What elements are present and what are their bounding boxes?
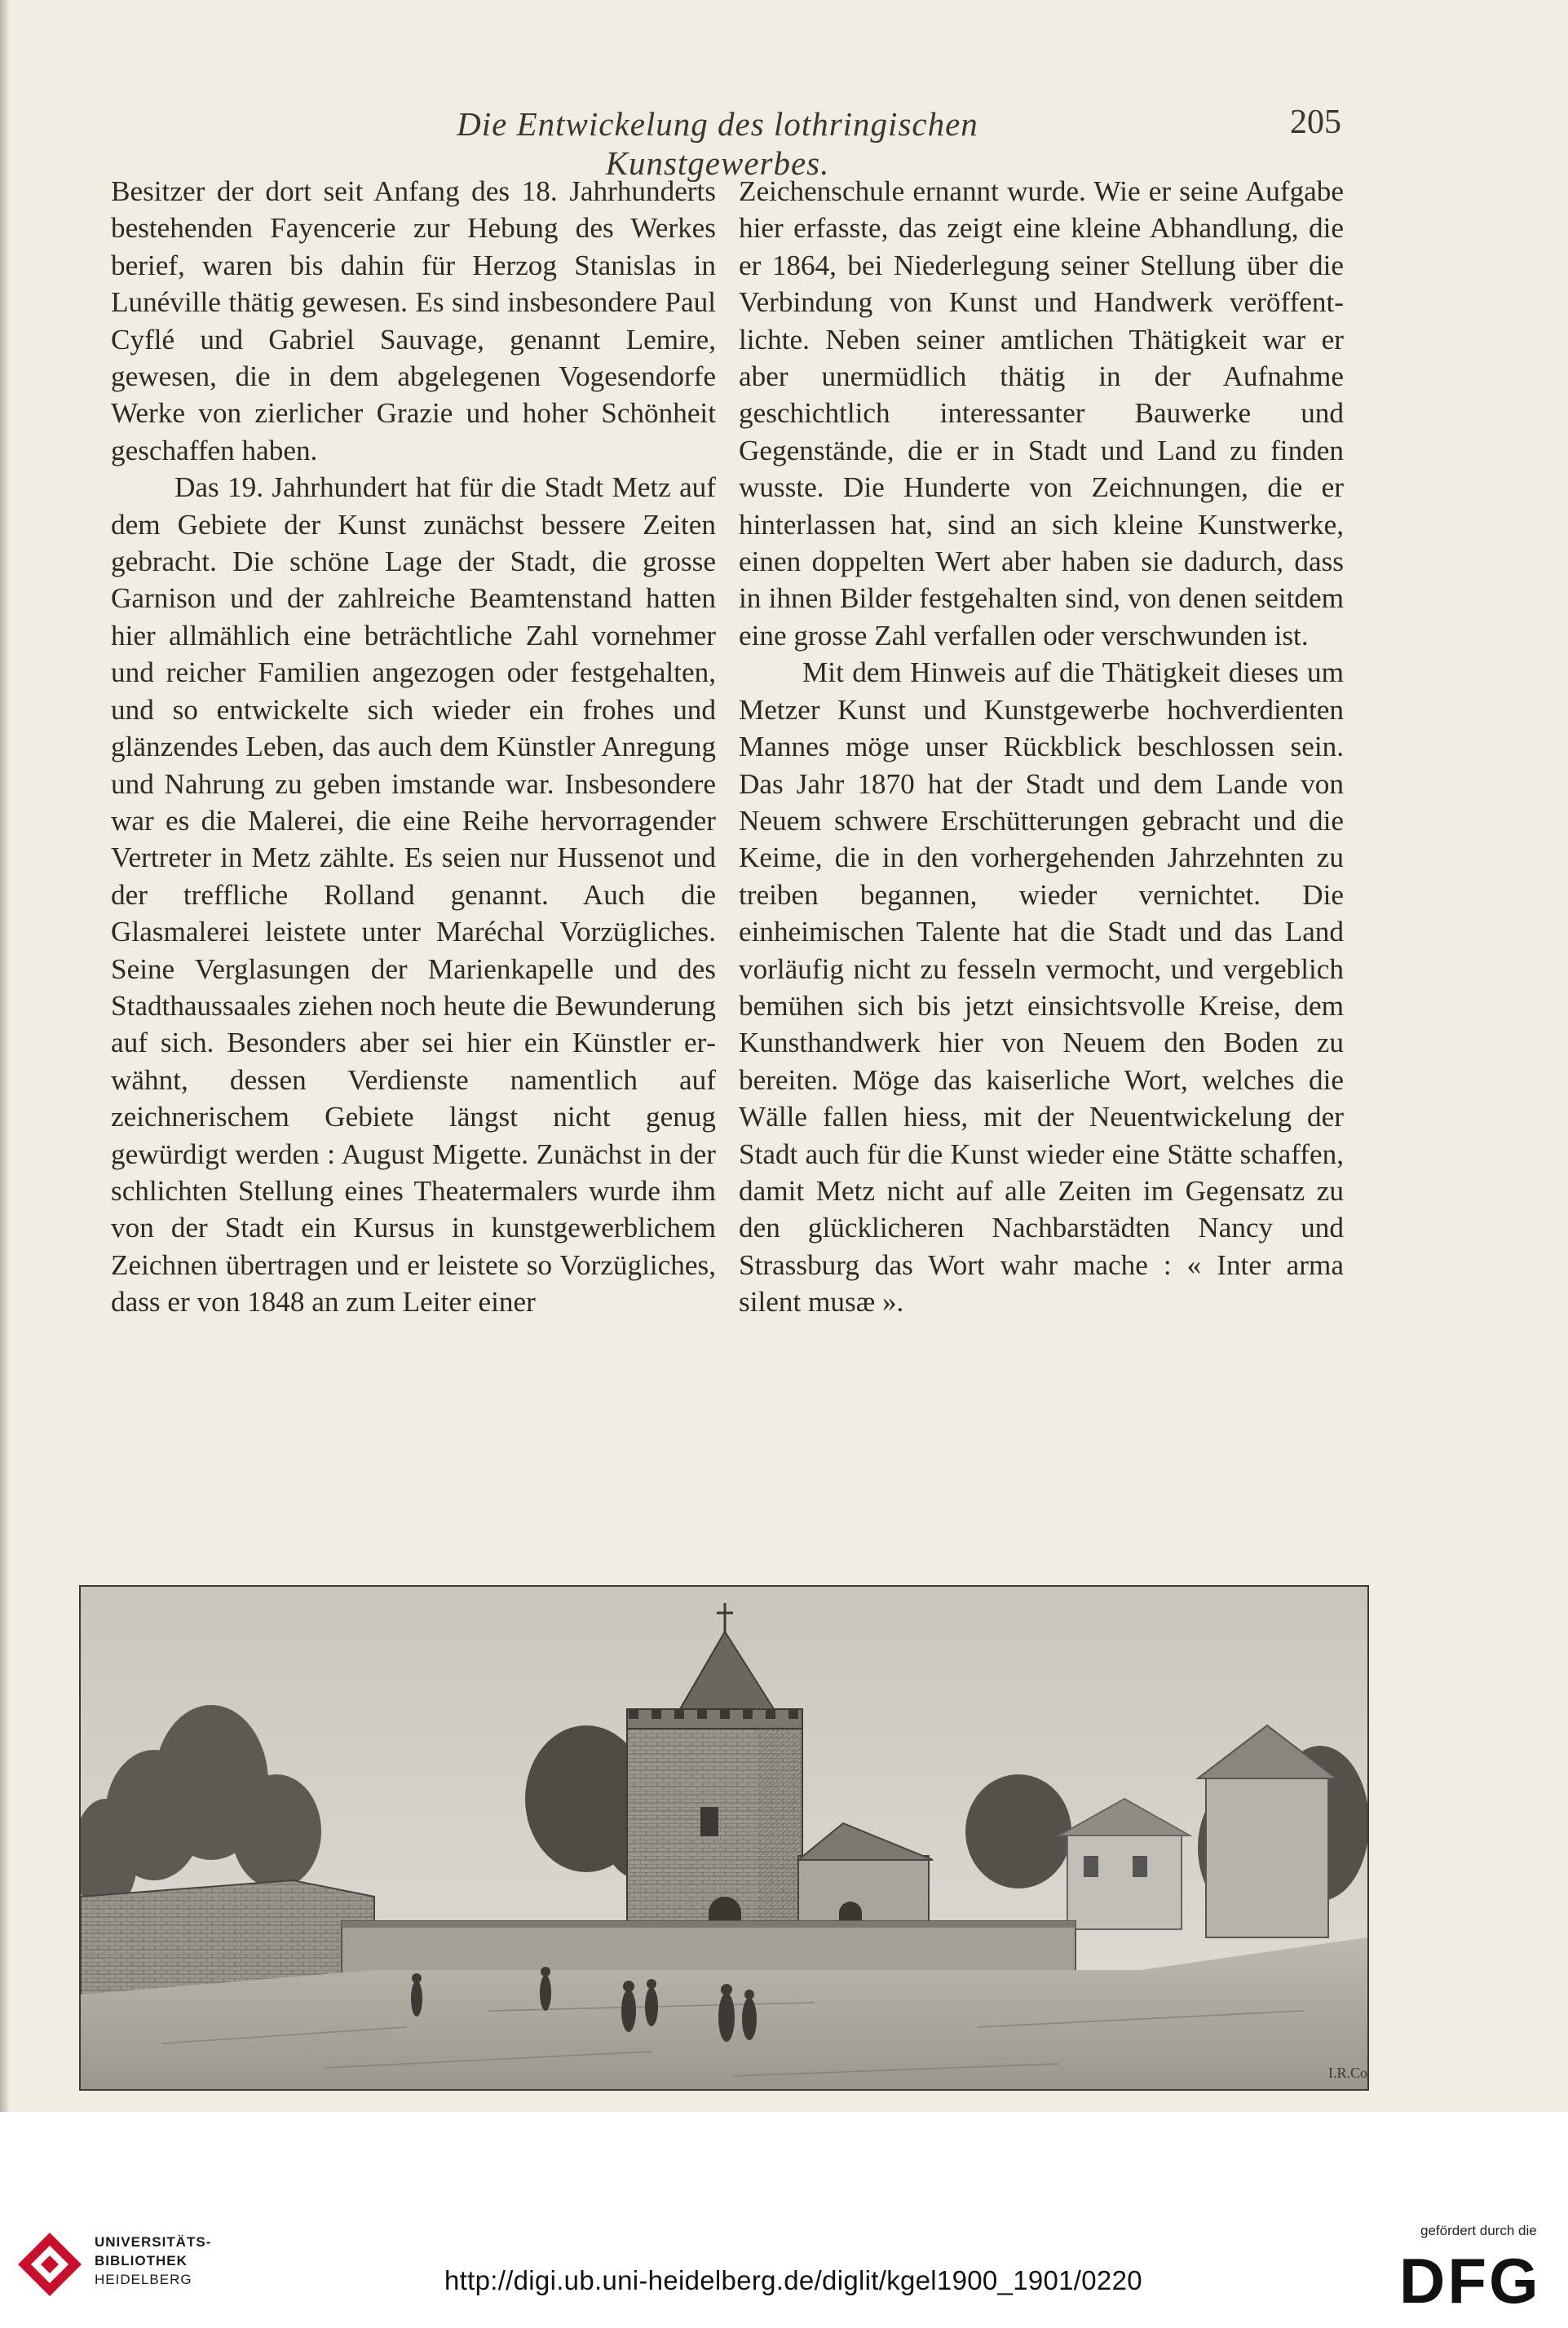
library-name-line: UNIVERSITÄTS- bbox=[95, 2234, 212, 2250]
page-edge-shadow bbox=[0, 0, 10, 2112]
paragraph: Besitzer der dort seit Anfang des 18. Jahrhunderts bestehenden Fayencerie zur Hebung des Werkes berief, waren bis dahin für Herzog Stanislas in Lunéville thätig gewesen. Es sind insbesondere Paul Cyflé und Gabriel Sauvage, genannt Lemire, gewesen, die in dem abgelegenen Vogesendorfe Werke von zierlicher Grazie und hoher Schönheit geschaffen haben. bbox=[111, 175, 716, 466]
illustration-fortified-church bbox=[79, 1585, 1369, 2091]
right-text-column bbox=[739, 173, 1344, 1321]
dfg-logo: DFG bbox=[1399, 2245, 1541, 2317]
running-title: Die Entwickelung des lothringischen Kunstgewerbes. bbox=[457, 105, 978, 182]
university-library-logo-icon bbox=[15, 2229, 85, 2299]
page-number: 205 bbox=[1290, 104, 1341, 141]
paragraph: Das 19. Jahrhundert hat für die Stadt Metz auf dem Gebiete der Kunst zunächst bessere Zeiten gebracht. Die schöne Lage der Stadt, die grosse Garnison und der zahlreiche Beamtenstand hatten hier allmählich eine beträchtliche Zahl vornehmer und reicher Familien angezogen oder festgehalten, und so entwickelte sich wieder ein frohes und glänzendes Leben, das auch dem Künstler Anregung und Nahrung zu geben imstande war. Insbesondere war es die Malerei, die eine Reihe hervorragender Vertreter in Metz zählte. Es seien nur Hussenot und der treffliche Rolland genannt. Auch die Glasmalerei leistete unter Maréchal Vorzügliches. Seine Verglasungen der Marienkapelle und des Stadthaussaales ziehen noch heute die Bewunderung auf sich. Besonders aber sei hier ein Künstler erwähnt, dessen Verdienste namentlich auf zeichnerischem Gebiete längst nicht genug gewürdigt werden : August Migette. Zunächst in der schlichten Stellung eines Theatermalers wurde ihm von der Stadt ein Kursus in kunstgewerblichem Zeichnen übertragen und er leistete so Vorzügliches, dass er von 1848 an zum Leiter einer bbox=[111, 471, 716, 1319]
engraver-signature: I.R.Co bbox=[1328, 2065, 1367, 2081]
funded-by-label: gefördert durch die bbox=[1420, 2223, 1537, 2238]
left-text-column bbox=[111, 173, 716, 1321]
library-name-line: HEIDELBERG bbox=[95, 2272, 192, 2287]
library-name-line: BIBLIOTHEK bbox=[95, 2253, 188, 2268]
permalink-url[interactable]: http://digi.ub.uni-heidelberg.de/diglit/kgel1900_1901/0220 bbox=[444, 2265, 1142, 2295]
library-name bbox=[95, 2233, 211, 2289]
paragraph: Zeichenschule ernannt wurde. Wie er seine Aufgabe hier erfasste, das zeigt eine kleine Abhandlung, die er 1864, bei Niederlegung seiner Stellung über die Verbindung von Kunst und Handwerk veröffentlichte. Neben seiner amtlichen Thätigkeit war er aber unermüdlich thätig in der Aufnahme geschichtlich interessanter Bauwerke und Gegenstände, die er in Stadt und Land zu finden wusste. Die Hunderte von Zeichnungen, die er hinterlassen hat, sind an sich kleine Kunstwerke, einen doppelten Wert aber haben sie dadurch, dass in ihnen Bilder festgehalten sind, von denen seitdem eine grosse Zahl verfallen oder verschwunden ist. bbox=[739, 175, 1344, 652]
digitization-footer bbox=[0, 2112, 1568, 2328]
church-engraving bbox=[81, 1587, 1367, 2089]
paragraph: Mit dem Hinweis auf die Thätigkeit dieses um Metzer Kunst und Kunstgewerbe hochverdienten Mannes möge unser Rückblick beschlossen sein. Das Jahr 1870 hat der Stadt und dem Lande von Neuem schwere Erschütterungen gebracht und die Keime, die in den vorhergehenden Jahrzehnten zu treiben begannen, wieder vernichtet. Die einheimischen Talente hat die Stadt und das Land vorläufig nicht zu fesseln vermocht, und vergeblich bemühen sich bis jetzt einsichtsvolle Kreise, dem Kunsthandwerk hier von Neuem den Boden zu bereiten. Möge das kaiserliche Wort, welches die Wälle fallen hiess, mit der Neuentwickelung der Stadt auch für die Kunst wieder eine Stätte schaffen, damit Metz nicht auf alle Zeiten im Gegensatz zu den glücklicheren Nachbarstädten Nancy und Strassburg das Wort wahr mache : « Inter arma silent musæ ». bbox=[739, 656, 1344, 1319]
